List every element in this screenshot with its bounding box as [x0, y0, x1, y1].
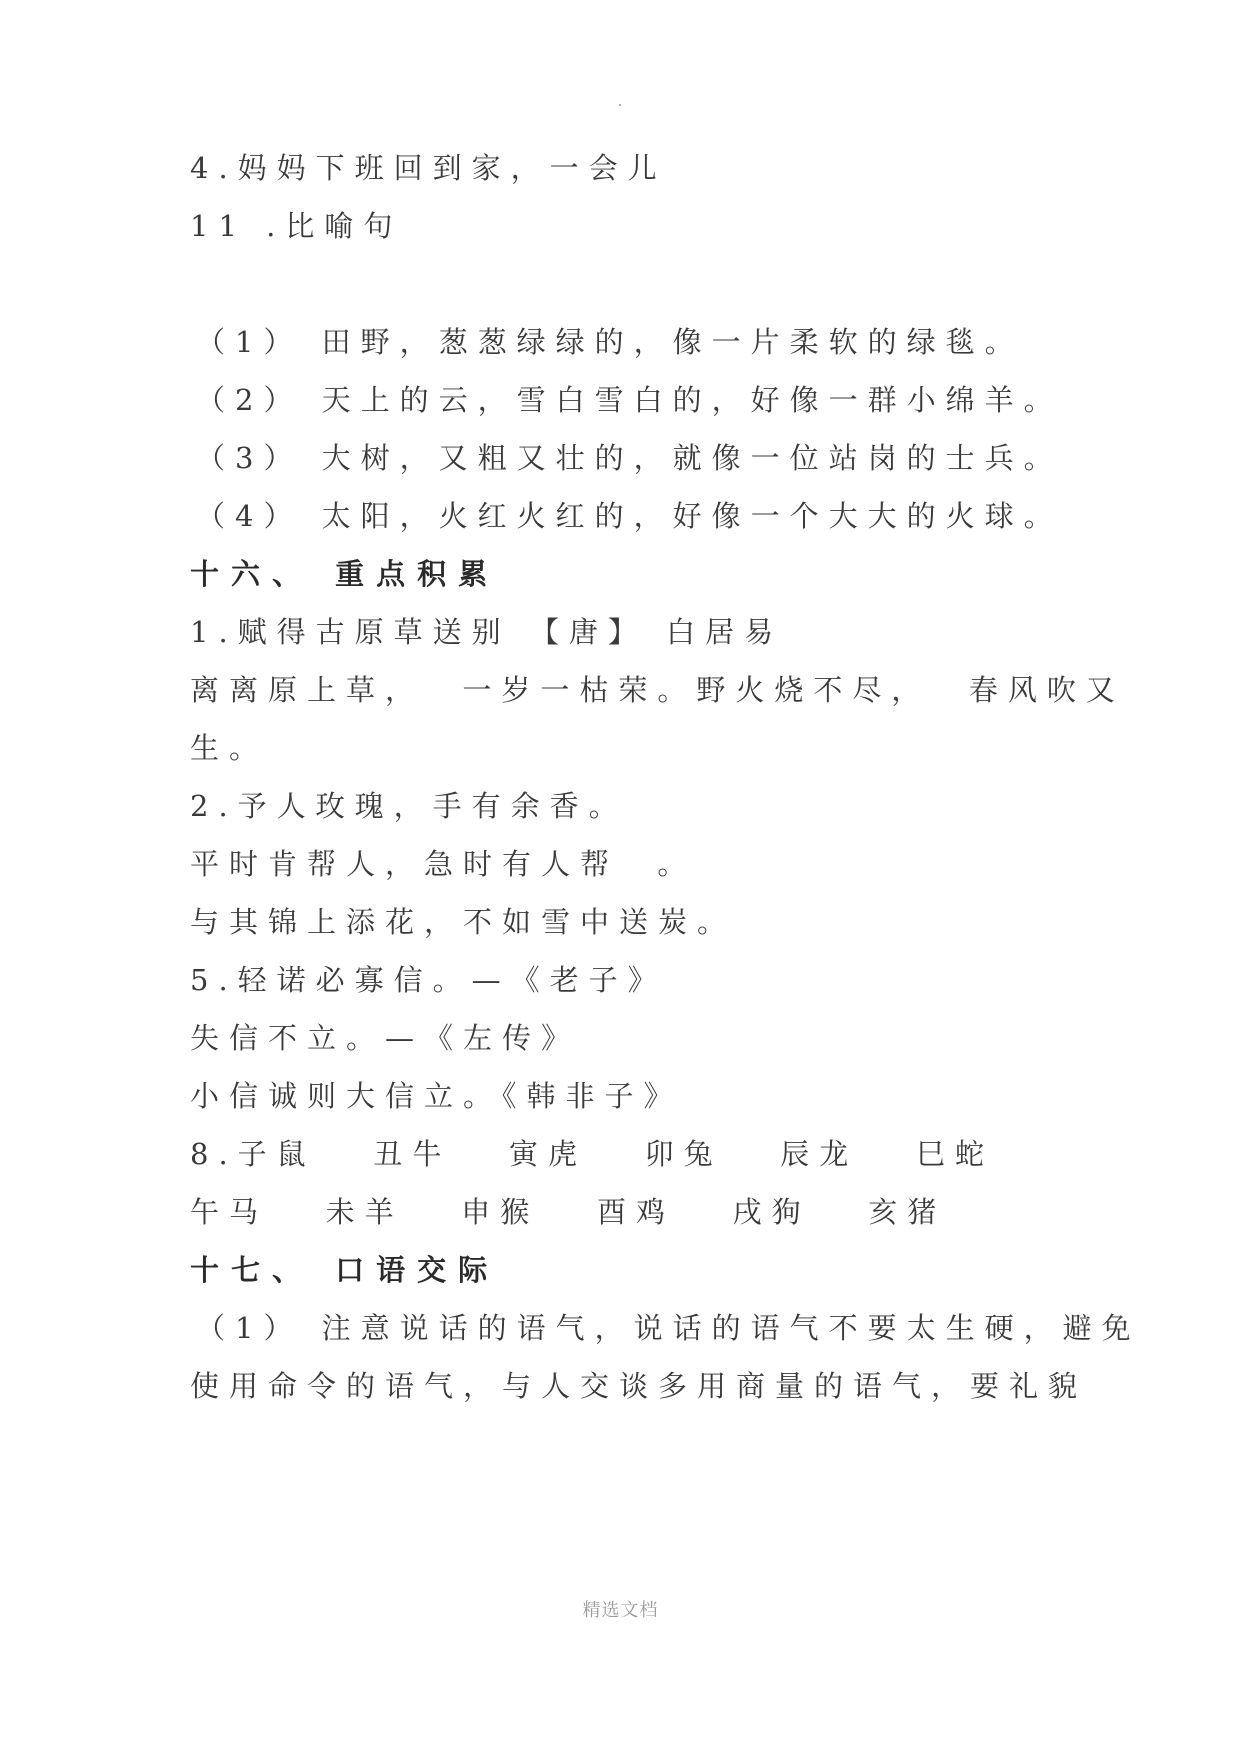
text-line: 小信诚则大信立。《韩非子》 [190, 1079, 683, 1113]
simile-item-4: （4） 太阳，火红火红的，好像一个大大的火球。 [196, 499, 1063, 533]
simile-item-2: （2） 天上的云，雪白雪白的，好像一群小绵羊。 [196, 383, 1063, 417]
text-line: 生。 [190, 731, 269, 765]
text-line: 1.赋得古原草送别 【唐】 白居易 [190, 615, 784, 649]
text-line: 使用命令的语气，与人交谈多用商量的语气，要礼貌 [190, 1369, 1088, 1403]
text-line: 5.轻诺必寡信。—《老子》 [190, 963, 667, 997]
section-heading-16: 十六、 重点积累 [190, 557, 500, 591]
text-line: 2.予人玫瑰，手有余香。 [190, 789, 628, 823]
text-line: 与其锦上添花，不如雪中送炭。 [190, 905, 737, 939]
page-footer: 精选文档 [582, 1600, 659, 1621]
text-line: 4.妈妈下班回到家，一会儿 [190, 151, 667, 185]
simile-item-1: （1） 田野，葱葱绿绿的，像一片柔软的绿毯。 [196, 325, 1024, 359]
zodiac-line-2: 午马 未羊 申猴 酉鸡 戌狗 亥猪 [190, 1195, 947, 1229]
text-line: 失信不立。—《左传》 [190, 1021, 581, 1055]
text-line: （1） 注意说话的语气，说话的语气不要太生硬，避免 [196, 1311, 1141, 1345]
simile-item-3: （3） 大树，又粗又壮的，就像一位站岗的士兵。 [196, 441, 1063, 475]
text-line: 平时肯帮人，急时有人帮 。 [190, 847, 697, 881]
text-line: 离离原上草， 一岁一枯荣。野火烧不尽， 春风吹又 [190, 673, 1125, 707]
zodiac-line-1: 8.子鼠 丑牛 寅虎 卯兔 辰龙 巳蛇 [190, 1137, 994, 1171]
section-heading-17: 十七、 口语交际 [190, 1253, 500, 1287]
text-line: 11 .比喻句 [190, 209, 403, 243]
top-dot-mark [619, 104, 621, 106]
